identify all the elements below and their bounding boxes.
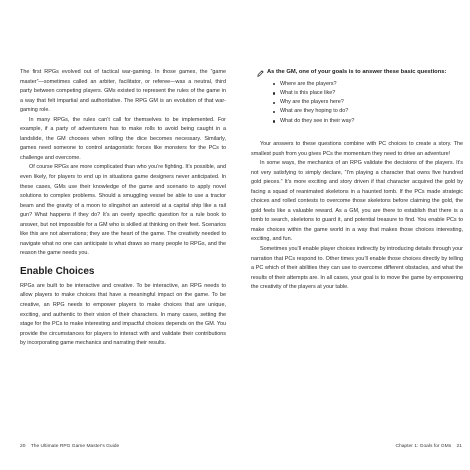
list-item: What are they hoping to do?	[273, 107, 463, 116]
list-item: What do they see in their way?	[273, 117, 463, 126]
bullet-icon	[273, 102, 275, 104]
right-page-number: 21	[456, 444, 462, 449]
right-paragraph-2: In some ways, the mechanics of an RPG validate the decisions of the players. It’s not very satisfying to simply declare, “I’m playing a character that owns five hundred gold pieces.” It’s more exciting and story driven if that character acquired the gold by facing a squad of reanimated skeletons in a haunted tomb. If the PCs made strategic choices and rolled contests to overcome those skeletons before claiming the gold, the gold feels like a valuable reward. As a GM, you are there to establish that there is a tomb to search, skeletons to guard it, and potential treasure to find. You enable PCs to make choices within the game world in a way that makes those choices interesting, exciting, and fun.	[251, 160, 463, 243]
list-item: Where are the players?	[273, 80, 463, 89]
left-paragraph-2: In many RPGs, the rules can’t call for themselves to be implemented. For example, if a party of adventurers has to make rolls to avoid being caught in a landslide, the GM chooses when rolling the dice becomes necessary. Similarly, games need someone to control antagonistic forces like monsters for the PCs to challenge and overcome.	[20, 116, 226, 161]
callout	[257, 68, 463, 78]
bullet-icon	[273, 92, 275, 94]
bullet-icon	[273, 120, 275, 122]
question-list	[273, 80, 463, 126]
right-running-head: Chapter 1: Goals for GMs	[395, 444, 452, 449]
left-paragraph-4: RPGs are built to be interactive and creative. To be interactive, an RPG needs to allow players to make choices that have a meaningful impact on the game. To be creative, an RPG needs to empower players to make choices that are unique, exciting, and authentic to their vision of their characters. In many cases, setting the stage for the PCs to make interesting and impactful choices depends on the GM. You provide the circumstances for players to interact with and validate their contributions by incorporating game mechanics and narrating their results.	[20, 282, 226, 347]
callout-text: As the GM, one of your goals is to answer these basic questions:	[267, 69, 447, 75]
left-running-head: The Ultimate RPG Game Master's Guide	[30, 444, 120, 449]
list-item: Why are the players here?	[273, 98, 463, 107]
left-paragraph-3: Of course RPGs are more complicated than who you’re fighting. It’s possible, and even likely, for players to end up in situations game designers never anticipated. In these cases, GMs use their knowledge of the game and scenario to apply novel solutions to complex problems. Should a smuggling vessel be able to use a tractor beam and the gravity of a moon to slingshot an asteroid at a capital ship like a rail gun? What happens if they do? It’s an overly specific question for a rule book to answer, but not impossible for a GM who is skilled at thinking on their feet. Scenarios like this are not aberrations; they are the heart of the game. The creativity needed to navigate what no one can anticipate is what draws so many people to RPGs, and the reason the game needs you.	[20, 164, 226, 257]
left-footer	[20, 444, 119, 450]
right-page	[251, 68, 463, 430]
right-paragraph-1: Your answers to these questions combine with PC choices to create a story. The smallest push from you gives PCs the momentum they need to drive an adventure!	[251, 140, 463, 157]
right-footer	[395, 444, 462, 450]
section-heading: Enable Choices	[20, 265, 95, 277]
left-page	[20, 68, 226, 430]
left-page-number: 20	[20, 444, 26, 449]
bullet-icon	[273, 111, 275, 113]
list-item: What is this place like?	[273, 89, 463, 98]
left-paragraph-1: The first RPGs evolved out of tactical war-gaming. In those games, the “game master”—sometimes called an arbiter, facilitator, or referee—was a neutral, third party between competing players. GMs existed to represent the rules of the game in a way that felt impartial and authoritative. The RPG GM is an evolution of that war-gaming role.	[20, 69, 226, 114]
bullet-icon	[273, 83, 275, 85]
right-paragraph-3: Sometimes you’ll enable player choices indirectly by introducing details through your narration that PCs respond to. Other times you’ll enable those choices directly by telling a PC which of their abilities they can use to overcome different obstacles, and what the results of their attempts are. In all cases, your goal is to move the game by empowering the creativity of the players at your table.	[251, 246, 463, 291]
pen-icon	[257, 69, 264, 77]
